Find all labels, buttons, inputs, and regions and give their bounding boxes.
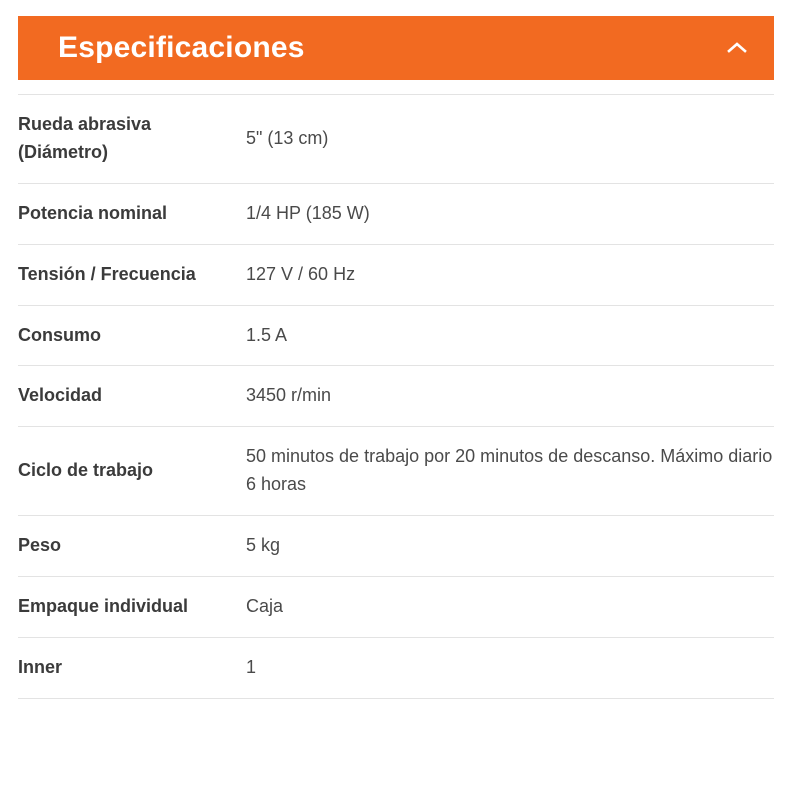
spec-value: Caja <box>246 577 774 638</box>
table-row <box>18 366 774 427</box>
spec-label: Rueda abrasiva (Diámetro) <box>18 95 246 184</box>
spec-label: Peso <box>18 516 246 577</box>
table-row <box>18 577 774 638</box>
spec-value: 1.5 A <box>246 305 774 366</box>
spec-value: 5" (13 cm) <box>246 95 774 184</box>
table-row <box>18 95 774 184</box>
table-row <box>18 427 774 516</box>
header-spacer <box>18 80 774 94</box>
spec-value: 5 kg <box>246 516 774 577</box>
spec-value: 50 minutos de trabajo por 20 minutos de descanso. Máximo diario 6 horas <box>246 427 774 516</box>
spec-label: Inner <box>18 637 246 698</box>
spec-value: 1/4 HP (185 W) <box>246 183 774 244</box>
spec-label: Ciclo de trabajo <box>18 427 246 516</box>
spec-label: Potencia nominal <box>18 183 246 244</box>
spec-value: 3450 r/min <box>246 366 774 427</box>
table-row <box>18 244 774 305</box>
spec-label: Consumo <box>18 305 246 366</box>
table-row <box>18 516 774 577</box>
specifications-panel <box>18 16 774 699</box>
specifications-table <box>18 94 774 699</box>
chevron-up-icon[interactable] <box>726 37 748 59</box>
spec-label: Velocidad <box>18 366 246 427</box>
table-row <box>18 305 774 366</box>
spec-label: Tensión / Frecuencia <box>18 244 246 305</box>
spec-value: 127 V / 60 Hz <box>246 244 774 305</box>
table-row <box>18 637 774 698</box>
spec-value: 1 <box>246 637 774 698</box>
page-title: Especificaciones <box>58 31 305 64</box>
table-row <box>18 183 774 244</box>
specifications-table-body <box>18 95 774 699</box>
specifications-header[interactable] <box>18 16 774 80</box>
spec-label: Empaque individual <box>18 577 246 638</box>
